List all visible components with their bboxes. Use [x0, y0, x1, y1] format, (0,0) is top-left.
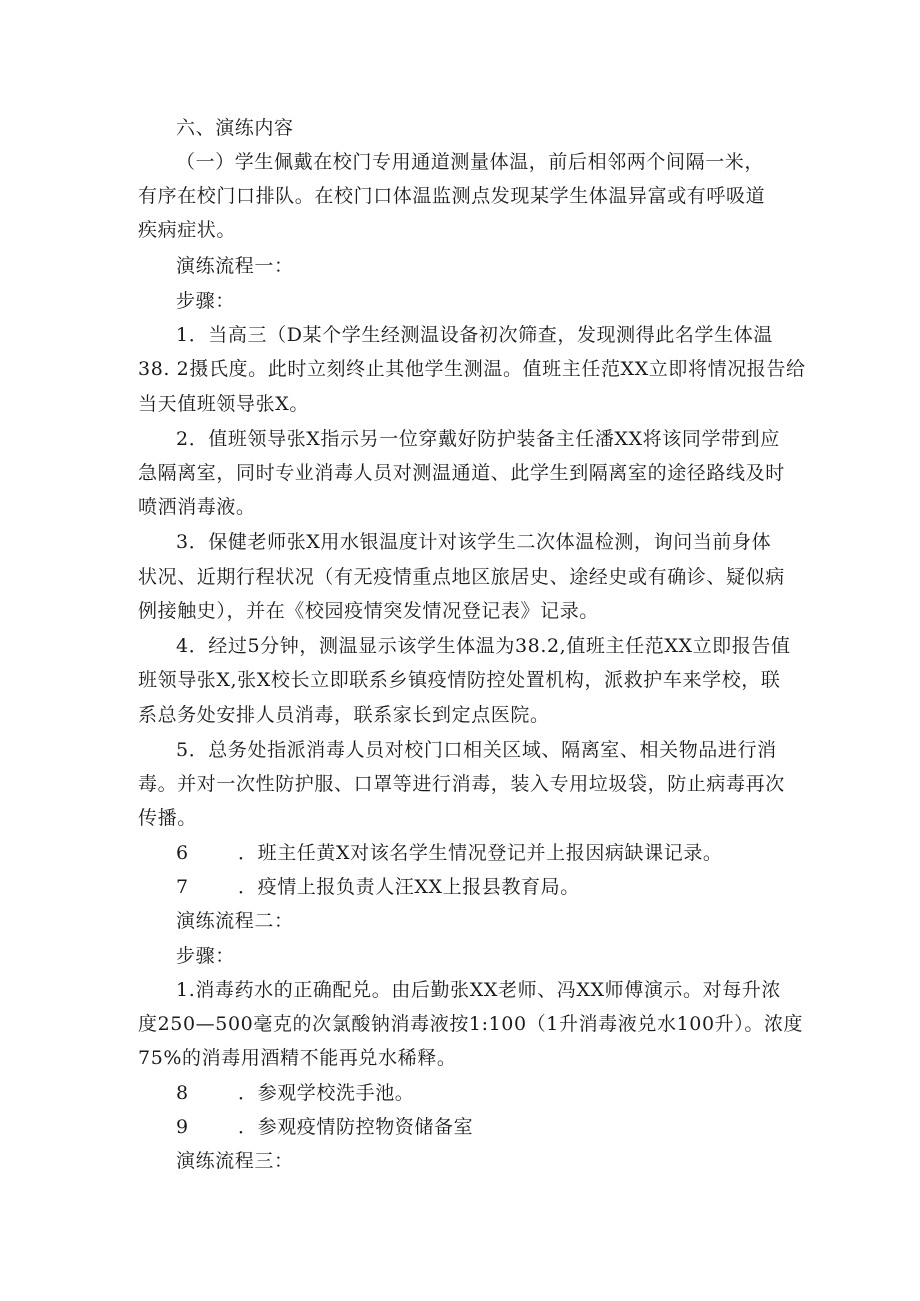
step3-line-3: 例接触史），并在《校园疫情突发情况登记表》记录。	[138, 600, 599, 622]
step6	[176, 841, 723, 865]
step5-line-3: 传播。	[138, 807, 197, 829]
steps-label-1: 步骤：	[176, 290, 235, 312]
step8-number: 8	[176, 1082, 189, 1104]
section-heading: 六、演练内容	[176, 117, 294, 139]
flow2-step1-line-2: 度250—500毫克的次氯酸钠消毒液按1:100（1升消毒液兑水100升）。浓度	[138, 1013, 804, 1035]
flow2-title: 演练流程二：	[176, 910, 294, 932]
step9	[176, 1115, 473, 1139]
step8	[176, 1081, 414, 1105]
step4-line-3: 系总务处安排人员消毒，联系家长到定点医院。	[138, 704, 550, 726]
step4-line-2: 班领导张X,张X校长立即联系乡镇疫情防控处置机构，派救护车来学校，联	[138, 669, 781, 691]
steps-label-2: 步骤：	[176, 945, 235, 967]
step2-line-3: 喷洒消毒液。	[138, 496, 256, 518]
item1-line-2: 有序在校门口排队。在校门口体温监测点发现某学生体温异富或有呼吸道	[138, 185, 766, 207]
flow1-title: 演练流程一：	[176, 255, 294, 277]
step7-text: ．疫情上报负责人汪XX上报县教育局。	[238, 876, 580, 898]
step5-line-1: 5．总务处指派消毒人员对校门口相关区域、隔离室、相关物品进行消	[176, 739, 777, 761]
step3-line-1: 3．保健老师张X用水银温度计对该学生二次体温检测，询问当前身体	[176, 531, 772, 553]
item1-line-3: 疾病症状。	[138, 219, 237, 241]
step3-line-2: 状况、近期行程状况（有无疫情重点地区旅居史、途经史或有确诊、疑似病	[138, 566, 785, 588]
step9-text: ．参观疫情防控物资储备室	[238, 1116, 474, 1138]
step1-line-1: 1．当高三（D某个学生经测温设备初次筛查，发现测得此名学生体温	[176, 324, 773, 346]
flow2-step1-line-3: 75%的消毒用酒精不能再兑水稀释。	[138, 1047, 457, 1069]
step6-text: ．班主任黄X对该名学生情况登记并上报因病缺课记录。	[238, 842, 723, 864]
step6-number: 6	[176, 842, 189, 864]
step1-line-3: 当天值班领导张X。	[138, 393, 309, 415]
step8-text: ．参观学校洗手池。	[238, 1082, 415, 1104]
item1-line-1: （一）学生佩戴在校门专用通道测量体温，前后相邻两个间隔一米，	[176, 151, 765, 173]
step5-line-2: 毒。并对一次性防护服、口罩等进行消毒，装入专用垃圾袋，防止病毒再次	[138, 773, 785, 795]
step9-number: 9	[176, 1116, 189, 1138]
step7	[176, 875, 580, 899]
step1-line-2: 38. 2摄氏度。此时立刻终止其他学生测温。值班主任范XX立即将情况报告给	[138, 358, 806, 380]
flow2-step1-line-1: 1.消毒药水的正确配兑。由后勤张XX老师、冯XX师傅演示。对每升浓	[176, 979, 782, 1001]
flow3-title: 演练流程三：	[176, 1150, 294, 1172]
step7-number: 7	[176, 876, 189, 898]
step4-line-1: 4．经过5分钟，测温显示该学生体温为38.2,值班主任范XX立即报告值	[176, 635, 791, 657]
step2-line-2: 急隔离室，同时专业消毒人员对测温通道、此学生到隔离室的途径路线及时	[138, 462, 785, 484]
step2-line-1: 2．值班领导张X指示另一位穿戴好防护装备主任潘XX将该同学带到应	[176, 428, 780, 450]
